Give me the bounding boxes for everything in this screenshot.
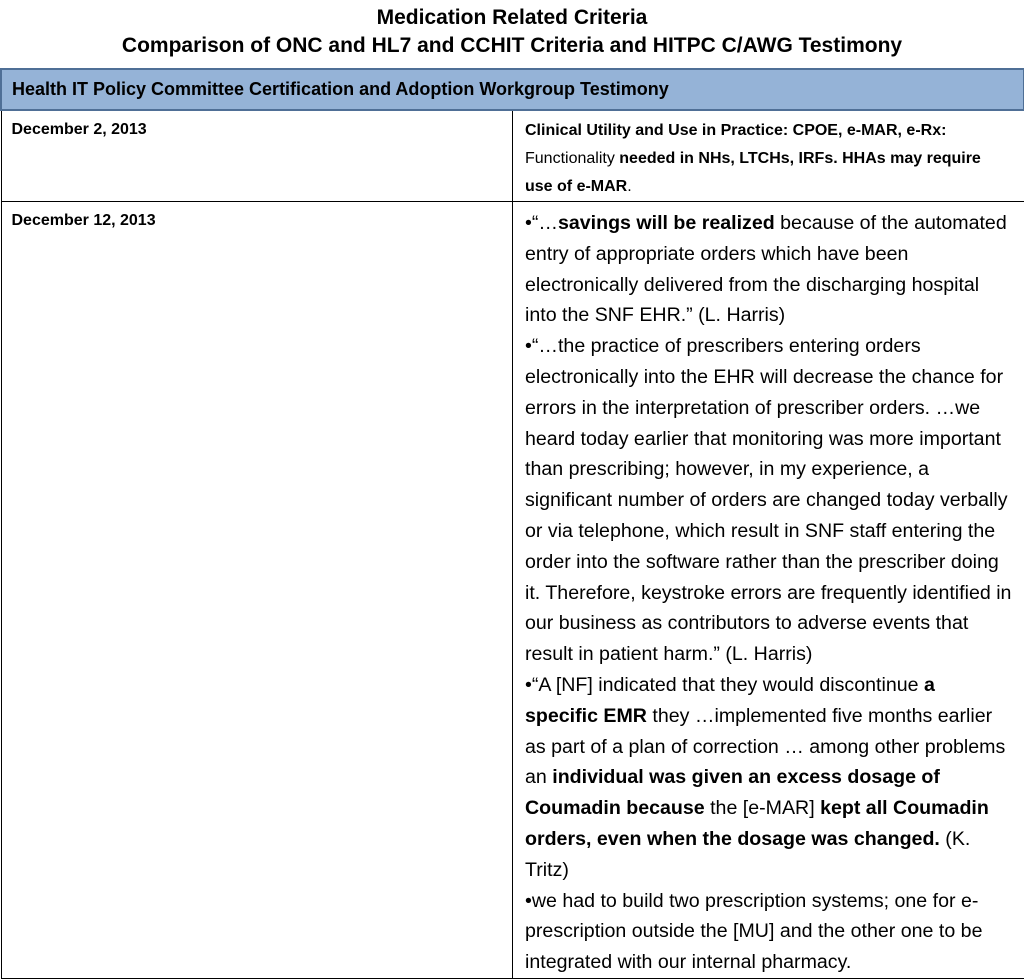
quote-text: the [e-MAR] (705, 797, 820, 819)
quote-bold-text: a specific EMR (525, 674, 935, 727)
testimony-quote (525, 886, 1012, 978)
quote-bold-text: individual was given an excess dosage of Coumadin because (525, 766, 940, 819)
content-bold-text: Clinical Utility and Use in Practice: CPOE, e-MAR, e-Rx: (525, 122, 946, 139)
row-content (513, 202, 1024, 979)
testimony-quote (525, 208, 1012, 331)
table-header: Health IT Policy Committee Certification and Adoption Workgroup Testimony (1, 69, 1024, 110)
slide-title (0, 4, 1024, 60)
quote-text: •we had to build two prescription systems; one for e-prescription outside the [MU] and the other one to be integrated with our internal pharmacy. (525, 890, 982, 974)
content-bold-text: needed in NHs, LTCHs, IRFs. HHAs may require use of e-MAR (525, 150, 981, 195)
quote-text: (K. Tritz) (525, 828, 970, 881)
quote-text: •“A [NF] indicated that they would discontinue (525, 674, 924, 696)
quote-bold-text: kept all Coumadin orders, even when the dosage was changed. (525, 797, 989, 850)
quote-text: because of the automated entry of appropriate orders which have been electronically delivered from the discharging hospital into the SNF EHR.” (L. Harris) (525, 212, 1007, 326)
row-date: December 2, 2013 (1, 110, 513, 202)
row-content (513, 110, 1024, 202)
content-text: Functionality (525, 150, 619, 167)
table-row (1, 110, 1024, 202)
quote-text: •“… (525, 212, 558, 234)
quote-text: •“…the practice of prescribers entering orders electronically into the EHR will decrease the chance for errors in the interpretation of prescriber orders. …we heard today earlier that monitoring was more important than prescribing; however, in my experience, a significant number of orders are changed today verbally or via telephone, which result in SNF staff entering the order into the software rather than the prescriber doing it. Therefore, keystroke errors are frequently identified in our business as contributors to adverse events that result in patient harm.” (L. Harris) (525, 335, 1011, 665)
quote-bold-text: savings will be realized (558, 212, 775, 234)
table-row (1, 202, 1024, 979)
content-text: . (627, 178, 631, 195)
title-line-1: Medication Related Criteria (0, 4, 1024, 32)
testimony-quote (525, 331, 1012, 670)
quote-text: they …implemented five months earlier as part of a plan of correction … among other problems an (525, 705, 1005, 789)
testimony-quote (525, 670, 1012, 886)
row-date: December 12, 2013 (1, 202, 513, 979)
testimony-table (0, 68, 1024, 979)
title-line-2: Comparison of ONC and HL7 and CCHIT Criteria and HITPC C/AWG Testimony (0, 32, 1024, 60)
